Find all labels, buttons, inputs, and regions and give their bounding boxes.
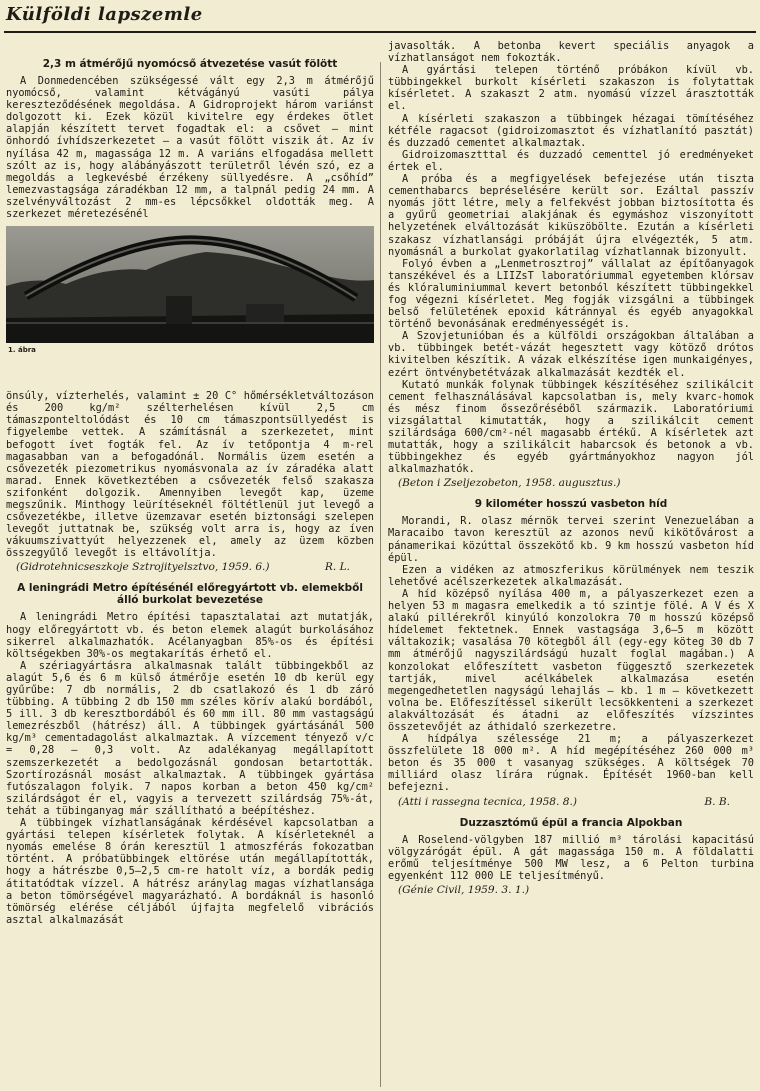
article-title-metro: A leningrádi Metro építésénél előregyártott vb. elemekből álló burkolat bevezetése: [17, 582, 363, 607]
section-header: Külföldi lapszemle: [6, 4, 203, 25]
photo-arch-pipe: [6, 226, 374, 343]
article-paragraph: A híd középső nyílása 400 m, a pályaszerkezet ezen a helyen 53 m magasra emelkedik a tó szintje fölé. A V és X alakú pillérekről kinyúló konzolokra 70 m hosszú középső hídelemet fektetnek. Ennek vastagsága 3,6—5 m között váltakozik; vasalása 70 kötegből áll (egy-egy köteg 30 db 7 mm átmérőjű nagyszilárdságú huzalt foglal magában.) A konzolokat előfeszített vasbeton függesztő szerkezetek tartják, mivel acélkábelek alkalmazása esetén megengedhetetlen nagyságú lehajlás — kb. 1 m — következett volna be. Előfeszítéssel sikerült lecsökkenteni a szerkezet alakváltozását és átadni az előfeszítés vízszintes összetevőjét az áthidaló szerkezetre.: [388, 587, 754, 733]
article-source: [388, 477, 754, 490]
figure-caption: 1. ábra: [8, 346, 36, 355]
article-paragraph: A Szovjetunióban és a külföldi országokban általában a vb. tübbingek betét-vázát hegesztett vagy kötöző drótos kivitelben készítik. A vázak elkészítése igen munkaigényes, ezért öntvénybetétvázak alkalmazását kezdték el.: [388, 330, 754, 379]
left-column: [6, 40, 374, 1088]
article-paragraph: Ezen a vidéken az atmoszferikus körülmények nem teszik lehetővé acélszerkezetek alkalmazását.: [388, 563, 754, 588]
article-paragraph: Folyó évben a „Lenmetrosztroj” vállalat az építőanyagok tanszékével és a LIIZsT laboratóriummal egyetemben klórsav és klóraluminiummal kevert betonból készített tübbingekkel fog végezni kísérletet. Meg fogják vizsgálni a tübbingek belső felületének epoxid kátránnyal és egyéb anyagokkal történő bevonásának eredményességét is.: [388, 257, 754, 331]
article-paragraph: A Donmedencében szükségessé vált egy 2,3 m átmérőjű nyomócső, valamint kétvágányú vasúti pálya kereszteződésének megoldása. A Gidroprojekt három variánst dolgozott ki. Ezek közül kivitelre egy érdekes ötlet alapján készített tervet fogadtak el: a csővet — mint önhordó ívhídszerkezetet — a vasút fölött viszik át. Az ív nyílása 42 m, magassága 12 m. A variáns elfogadása mellett szólt az is, hogy alábányászott területről lévén szó, ez a megoldás a legkevésbé érzékeny süllyedésre. A „csőhíd” lemezvastagsága záradékban 12 mm, a talpnál pedig 24 mm. A szelvényváltozást 2 mm-es lépcsőkkel oldották meg. A szerkezet méretezésénél: [6, 75, 374, 221]
article-paragraph: Gidroizomasztttal és duzzadó cementtel jó eredményeket értek el.: [388, 148, 754, 173]
article-paragraph: A leningrádi Metro építési tapasztalatai azt mutatják, hogy előregyártott vb. és beton elemek alagút burkolásához sikerrel alkalmazhatók. Acélanyagban 85%-os és építési költségekben 30%-os megtakarítás érhető el.: [6, 611, 374, 660]
article-paragraph: A tübbingek vízhatlanságának kérdésével kapcsolatban a gyártási telepen kísérletek folytak. A kísérleteknél a nyomás emelése 8 órán keresztül 1 atmoszférás fokozatban történt. A próbatübbingek eltörése után megállapították, hogy a hátrészbe 0,5—2,5 cm-re hatolt víz, a bordák pedig átitatódtak vízzel. A hátrész aránylag magas vízhatlansága a beton tömörségével magyarázható. A bordáknál is hasonló tömörség elérése céljából újfajta megfelelő vibrációs asztal alkalmazását: [6, 817, 374, 926]
source-text: (Gidrotehnicseszkoje Sztrojityelsztvo, 1959. 6.): [16, 561, 270, 574]
article-paragraph: Kutató munkák folynak tübbingek készítéséhez szilikálcit cement felhasználásával kapcsolatban is, mely kvarc-homok és mész finom őssezőréséből származik. Laboratóriumi vizsgálattal kimutatták, hogy a szilikálcit cement szilárdsága 600/cm²-nél magasabb értékű. A kísérletek azt mutatták, hogy a szilikálcit habarcsok és betonok a vb. tübbingekhez és egyéb gyártmányokhoz nagyon jól alkalmazhatók.: [388, 378, 754, 476]
article-source: [6, 561, 374, 574]
article-title-pipe-bridge: 2,3 m átmérőjű nyomócső átvezetése vasút fölött: [42, 58, 338, 70]
column-divider: [380, 62, 381, 1087]
article-paragraph: önsúly, vízterhelés, valamint ± 20 C° hőmérsékletváltozáson és 200 kg/m² szélterhelésen kívül 2,5 cm támaszponteltolódást és 10 cm támaszpontsüllyedést is figyelembe vettek. A számításnál a szerkezetet, mint befogott ívet fogták fel. Az ív tetőpontja 4 m-rel magasabban van a befogadónál. Normális üzem esetén a csővezeték piezometrikus nyomásvonala az ív záradéka alatt marad. Ennek következtében a csővezeték felső szakasza szifonként dolgozik. Amennyiben levegőt kap, üzeme megszűnik. Minthogy leürítéseknél föltétlenül jut levegő a csővezetékbe, illetve üzemzavar esetén biztonsági szelepen levegőt juttatnak be, szükség volt arra is, hogy az íven vákuumszivattyút helyezzenek el, amely az üzem közben összegyűlő levegőt is eltávolítja.: [6, 390, 374, 560]
article-paragraph: A szériagyártásra alkalmasnak talált tübbingekből az alagút 5,6 és 6 m külső átmérője esetén 10 db kerül egy gyűrűbe: 7 db normális, 2 db csatlakozó és 1 db záró tübbing. A tübbing 2 db 150 mm széles körív alakú bordából, 5 ill. 3 db keresztbordából és 60 mm ill. 80 mm vastagságú lemezrészből (hátrész) áll. A tübbingek gyártásánál 500 kg/m³ cementadagolást alkalmaztak. A vízcement tényező v/c = 0,28 — 0,3 volt. Az adalékanyag megállapított szemszerkezetét a bedolgozásnál gondosan betartották. Szortírozásnál mosást alkalmaztak. A tübbingek gyártása futószalagon folyik. 7 napos korban a beton 450 kg/cm² szilárdságot ér el, vagyis a tervezett szilárdság 75%-át, tehát a tübinganyag már szállítható a beépítéshez.: [6, 659, 374, 817]
author-initials: R. L.: [324, 561, 350, 574]
right-column: [388, 40, 754, 1088]
article-source: [388, 884, 754, 897]
article-title-maracaibo-bridge: 9 kilométer hosszú vasbeton híd: [474, 498, 668, 511]
article-source: [388, 796, 754, 809]
source-text: (Beton i Zseljezobeton, 1958. augusztus.): [398, 477, 621, 490]
article-paragraph: A kísérleti szakaszon a tübbingek hézagai tömítéséhez kétféle ragacsot (gidroizomasztot és vízhatlanító pasztát) és duzzadó cementet alkalmaztak.: [388, 112, 754, 149]
author-initials: B. B.: [704, 795, 730, 808]
article-paragraph: A Roselend-völgyben 187 millió m³ tárolási kapacitású völgyzárógát épül. A gát magassága 150 m. A földalatti erőmű teljesítménye 500 MW lesz, a 6 Pelton turbina egyenként 112 000 LE teljesítményű.: [388, 833, 754, 882]
source-text: (Atti i rassegna tecnica, 1958. 8.): [398, 795, 578, 808]
figure-arch-pipe-photo: [6, 226, 374, 343]
header-rule: [4, 31, 756, 33]
article-paragraph: A gyártási telepen történő próbákon kívül vb. tübbingekkel burkolt kísérleti szakaszon is folytattak kísérletet. A szakaszt 2 atm. nyomású vízzel árasztották el.: [388, 64, 754, 113]
article-paragraph: A próba és a megfigyelések befejezése után tiszta cementhabarcs bepréselésére került sor. Ezáltal passzív nyomás jött létre, mely a felfekvést jobban biztosította és a gyűrű geometriai alakjának és egymáshoz viszonyított helyzetének elváltozását kiküszöbölte. Ezután a kísérleti szakasz vízhatlansági próbáját újra elvégezték, 5 atm. nyomásnál a burkolat gyakorlatilag vízhatlannak bizonyult.: [388, 173, 754, 258]
article-paragraph: A hídpálya szélessége 21 m; a pályaszerkezet összfelülete 18 000 m². A híd megépítéséhez 260 000 m³ beton és 35 000 t vasanyag szükséges. A költségek 70 milliárd olasz lírára rúgnak. Építését 1960-ban kell befejezni.: [388, 733, 754, 794]
article-paragraph: Morandi, R. olasz mérnök tervei szerint Venezuelában a Maracaibo tavon keresztül az azonos nevű kikötővárost a pánamerikai közúttal összekötő kb. 9 km hosszú vasbeton híd épül.: [388, 515, 754, 564]
article-title-alps-dam: Duzzasztómű épül a francia Alpokban: [459, 816, 683, 829]
source-text: (Génie Civil, 1959. 3. 1.): [398, 883, 530, 896]
article-paragraph: javasolták. A betonba kevert speciális anyagok a vízhatlanságot nem fokozták.: [388, 40, 754, 65]
